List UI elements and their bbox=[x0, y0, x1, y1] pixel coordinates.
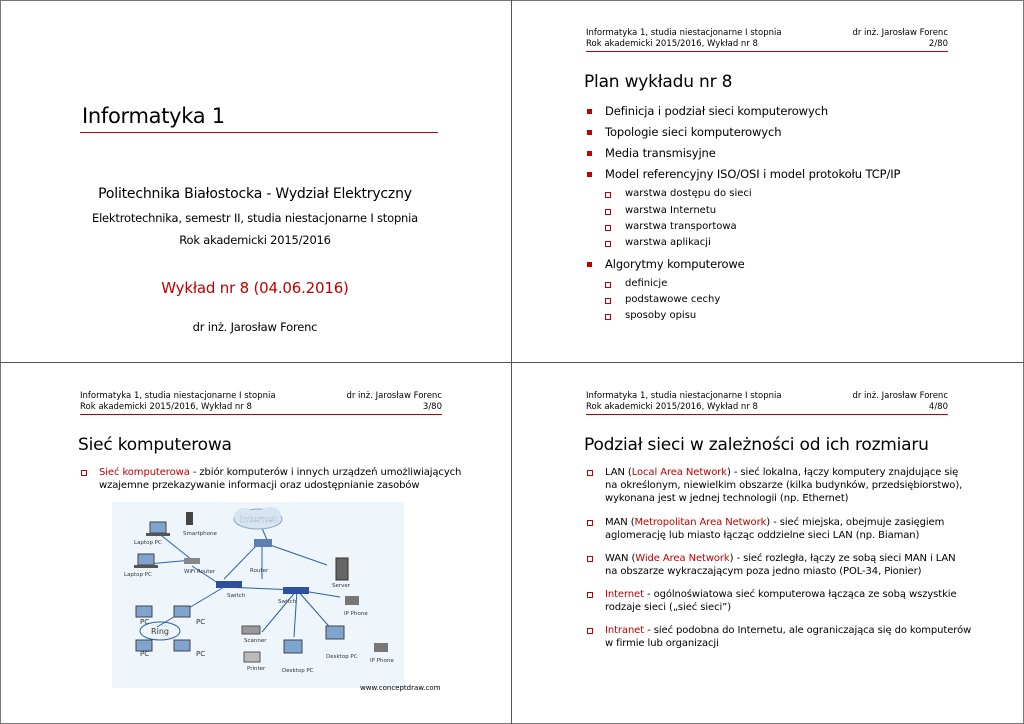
header-author: dr inż. Jarosław Forenc bbox=[852, 391, 948, 401]
lan-term: Local Area Network bbox=[631, 467, 727, 478]
lan-line-2: na określonym, niewielkim obszarze (kilka budynków, przedsiębiorstwo), bbox=[605, 480, 963, 491]
sub-list-item: warstwa aplikacji bbox=[625, 237, 711, 248]
header-year: Rok akademicki 2015/2016, Wykład nr 8 bbox=[586, 39, 758, 49]
wan-prefix: WAN ( bbox=[605, 553, 636, 564]
sub-bullet-icon bbox=[605, 314, 611, 320]
sub-list-item: warstwa transportowa bbox=[625, 221, 737, 232]
lan-definition bbox=[605, 466, 962, 505]
internet-term: Internet bbox=[605, 589, 644, 600]
program: Elektrotechnika, semestr II, studia niestacjonarne I stopnia bbox=[92, 211, 418, 225]
label-desktop: Desktop PC bbox=[282, 668, 314, 674]
sub-bullet-icon bbox=[605, 192, 611, 198]
label-switch: Switch bbox=[227, 593, 246, 599]
slide-2-plan bbox=[512, 0, 1022, 360]
label-switch: Switch bbox=[278, 599, 297, 605]
network-diagram bbox=[112, 502, 404, 688]
lecture-number: Wykład nr 8 (04.06.2016) bbox=[161, 279, 349, 297]
intranet-definition bbox=[605, 624, 971, 650]
sub-bullet-icon bbox=[605, 298, 611, 304]
definition-line-1: - zbiór komputerów i innych urządzeń umożliwiających bbox=[189, 467, 462, 478]
list-item: Algorytmy komputerowe bbox=[605, 257, 745, 271]
man-line-2: aglomerację lub miasto łącząc oddzielne sieci LAN (np. Biaman) bbox=[605, 530, 920, 541]
academic-year: Rok akademicki 2015/2016 bbox=[179, 233, 331, 247]
sub-bullet-icon bbox=[81, 470, 87, 476]
wan-definition bbox=[605, 552, 956, 578]
sub-bullet-icon bbox=[587, 520, 593, 526]
label-scanner: Scanner bbox=[244, 638, 267, 644]
laptop-icon bbox=[134, 554, 158, 568]
label-wifi-router: WiFi Router bbox=[184, 569, 216, 575]
bullet-icon bbox=[587, 172, 592, 177]
header-rule bbox=[586, 414, 948, 415]
scanner-icon bbox=[242, 626, 260, 634]
definition-term: Sieć komputerowa bbox=[99, 467, 190, 478]
wan-text: ) - sieć rozległa, łączy ze sobą sieci MAN i LAN bbox=[729, 553, 956, 564]
switch-icon bbox=[283, 587, 309, 594]
bullet-icon bbox=[587, 109, 592, 114]
desktop-icon bbox=[284, 640, 302, 653]
page-number: 2/80 bbox=[928, 39, 948, 49]
wan-term: Wide Area Network bbox=[635, 553, 730, 564]
sub-list-item: podstawowe cechy bbox=[625, 294, 721, 305]
man-text: ) - sieć miejska, obejmuje zasięgiem bbox=[766, 517, 945, 528]
list-item: Topologie sieci komputerowych bbox=[605, 125, 782, 139]
sub-bullet-icon bbox=[587, 556, 593, 562]
label-laptop: Laptop PC bbox=[134, 540, 162, 546]
internet-line-2: rodzaje sieci („sieć sieci”) bbox=[605, 602, 732, 613]
header-author: dr inż. Jarosław Forenc bbox=[852, 28, 948, 38]
laptop-icon bbox=[146, 522, 170, 536]
intranet-term: Intranet bbox=[605, 625, 645, 636]
header-course: Informatyka 1, studia niestacjonarne I stopnia bbox=[586, 391, 782, 401]
label-pc: PC bbox=[140, 618, 150, 626]
page-number: 4/80 bbox=[928, 402, 948, 412]
intranet-line-2: w firmie lub organizacji bbox=[605, 638, 719, 649]
internet-definition bbox=[605, 588, 957, 614]
printer-icon bbox=[244, 652, 260, 662]
label-ring: Ring bbox=[151, 627, 169, 636]
sub-list-item: sposoby opisu bbox=[625, 310, 697, 321]
list-item: Definicja i podział sieci komputerowych bbox=[605, 104, 829, 118]
internet-text: - ogólnoświatowa sieć komputerowa łącząca ze sobą wszystkie bbox=[643, 589, 957, 600]
label-server: Server bbox=[332, 583, 351, 589]
smartphone-icon bbox=[186, 512, 193, 525]
slide-1-title bbox=[0, 0, 510, 360]
slide-4-network-sizes bbox=[512, 363, 1022, 723]
header-author: dr inż. Jarosław Forenc bbox=[346, 391, 442, 401]
slide-1-title-text: Informatyka 1 bbox=[82, 104, 225, 128]
label-pc: PC bbox=[196, 618, 206, 626]
header-course: Informatyka 1, studia niestacjonarne I stopnia bbox=[586, 28, 782, 38]
label-internet: Internet bbox=[239, 515, 277, 524]
wifi-router-icon bbox=[184, 558, 200, 564]
sub-bullet-icon bbox=[605, 209, 611, 215]
network-links bbox=[148, 528, 340, 637]
ip-phone-icon bbox=[345, 596, 359, 605]
list-item: Media transmisyjne bbox=[605, 146, 716, 160]
bullet-icon bbox=[587, 262, 592, 267]
sub-bullet-icon bbox=[605, 241, 611, 247]
lan-line-3: wykonana jest w jednej technologii (np. Ethernet) bbox=[605, 493, 849, 504]
header-course: Informatyka 1, studia niestacjonarne I stopnia bbox=[80, 391, 276, 401]
sub-bullet-icon bbox=[605, 225, 611, 231]
ip-phone-icon bbox=[374, 643, 388, 652]
intranet-text: - sieć podobna do Internetu, ale ograniczająca się do komputerów bbox=[644, 625, 972, 636]
sub-list-item: warstwa Internetu bbox=[625, 205, 717, 216]
lan-text: ) - sieć lokalna, łączy komputery znajdujące się bbox=[726, 467, 959, 478]
sub-bullet-icon bbox=[587, 592, 593, 598]
label-pc: PC bbox=[140, 650, 150, 658]
switch-icon bbox=[216, 581, 242, 588]
sub-list-item: warstwa dostępu do sieci bbox=[625, 188, 752, 199]
router-icon bbox=[254, 539, 272, 547]
desktop-icon bbox=[326, 626, 344, 639]
page-number: 3/80 bbox=[422, 402, 442, 412]
header-year: Rok akademicki 2015/2016, Wykład nr 8 bbox=[80, 402, 252, 412]
title-rule bbox=[80, 132, 438, 133]
list-item: Model referencyjny ISO/OSI i model protokołu TCP/IP bbox=[605, 167, 901, 181]
label-printer: Printer bbox=[247, 666, 266, 672]
header-year: Rok akademicki 2015/2016, Wykład nr 8 bbox=[586, 402, 758, 412]
diagram-credit: www.conceptdraw.com bbox=[360, 684, 441, 692]
slide-4-title-text: Podział sieci w zależności od ich rozmiaru bbox=[584, 435, 929, 455]
label-ip-phone: IP Phone bbox=[344, 611, 368, 617]
label-desktop: Desktop PC bbox=[326, 654, 358, 660]
sub-bullet-icon bbox=[587, 470, 593, 476]
slide-2-title-text: Plan wykładu nr 8 bbox=[584, 72, 733, 92]
university: Politechnika Białostocka - Wydział Elektryczny bbox=[98, 186, 412, 202]
label-router: Router bbox=[250, 568, 269, 574]
man-definition bbox=[605, 516, 944, 542]
slide-3-network bbox=[0, 363, 510, 723]
definition-text bbox=[99, 466, 461, 492]
server-icon bbox=[336, 558, 348, 580]
sub-bullet-icon bbox=[587, 628, 593, 634]
label-smartphone: Smartphone bbox=[183, 531, 217, 537]
network-diagram-svg bbox=[112, 502, 404, 688]
slide-3-title-text: Sieć komputerowa bbox=[78, 435, 232, 455]
header-rule bbox=[586, 51, 948, 52]
wan-line-2: na obszarze wykraczającym poza jedno miasto (POL-34, Pionier) bbox=[605, 566, 922, 577]
header-rule bbox=[80, 414, 442, 415]
sub-list-item: definicje bbox=[625, 278, 668, 289]
man-prefix: MAN ( bbox=[605, 517, 635, 528]
label-ip-phone: IP Phone bbox=[370, 658, 394, 664]
lan-prefix: LAN ( bbox=[605, 467, 632, 478]
bullet-icon bbox=[587, 130, 592, 135]
definition-line-2: wzajemne przekazywanie informacji oraz udostępnianie zasobów bbox=[99, 480, 420, 491]
author: dr inż. Jarosław Forenc bbox=[192, 320, 318, 334]
label-pc: PC bbox=[196, 650, 206, 658]
man-term: Metropolitan Area Network bbox=[634, 517, 767, 528]
sub-bullet-icon bbox=[605, 282, 611, 288]
label-laptop: Laptop PC bbox=[124, 572, 152, 578]
bullet-icon bbox=[587, 151, 592, 156]
